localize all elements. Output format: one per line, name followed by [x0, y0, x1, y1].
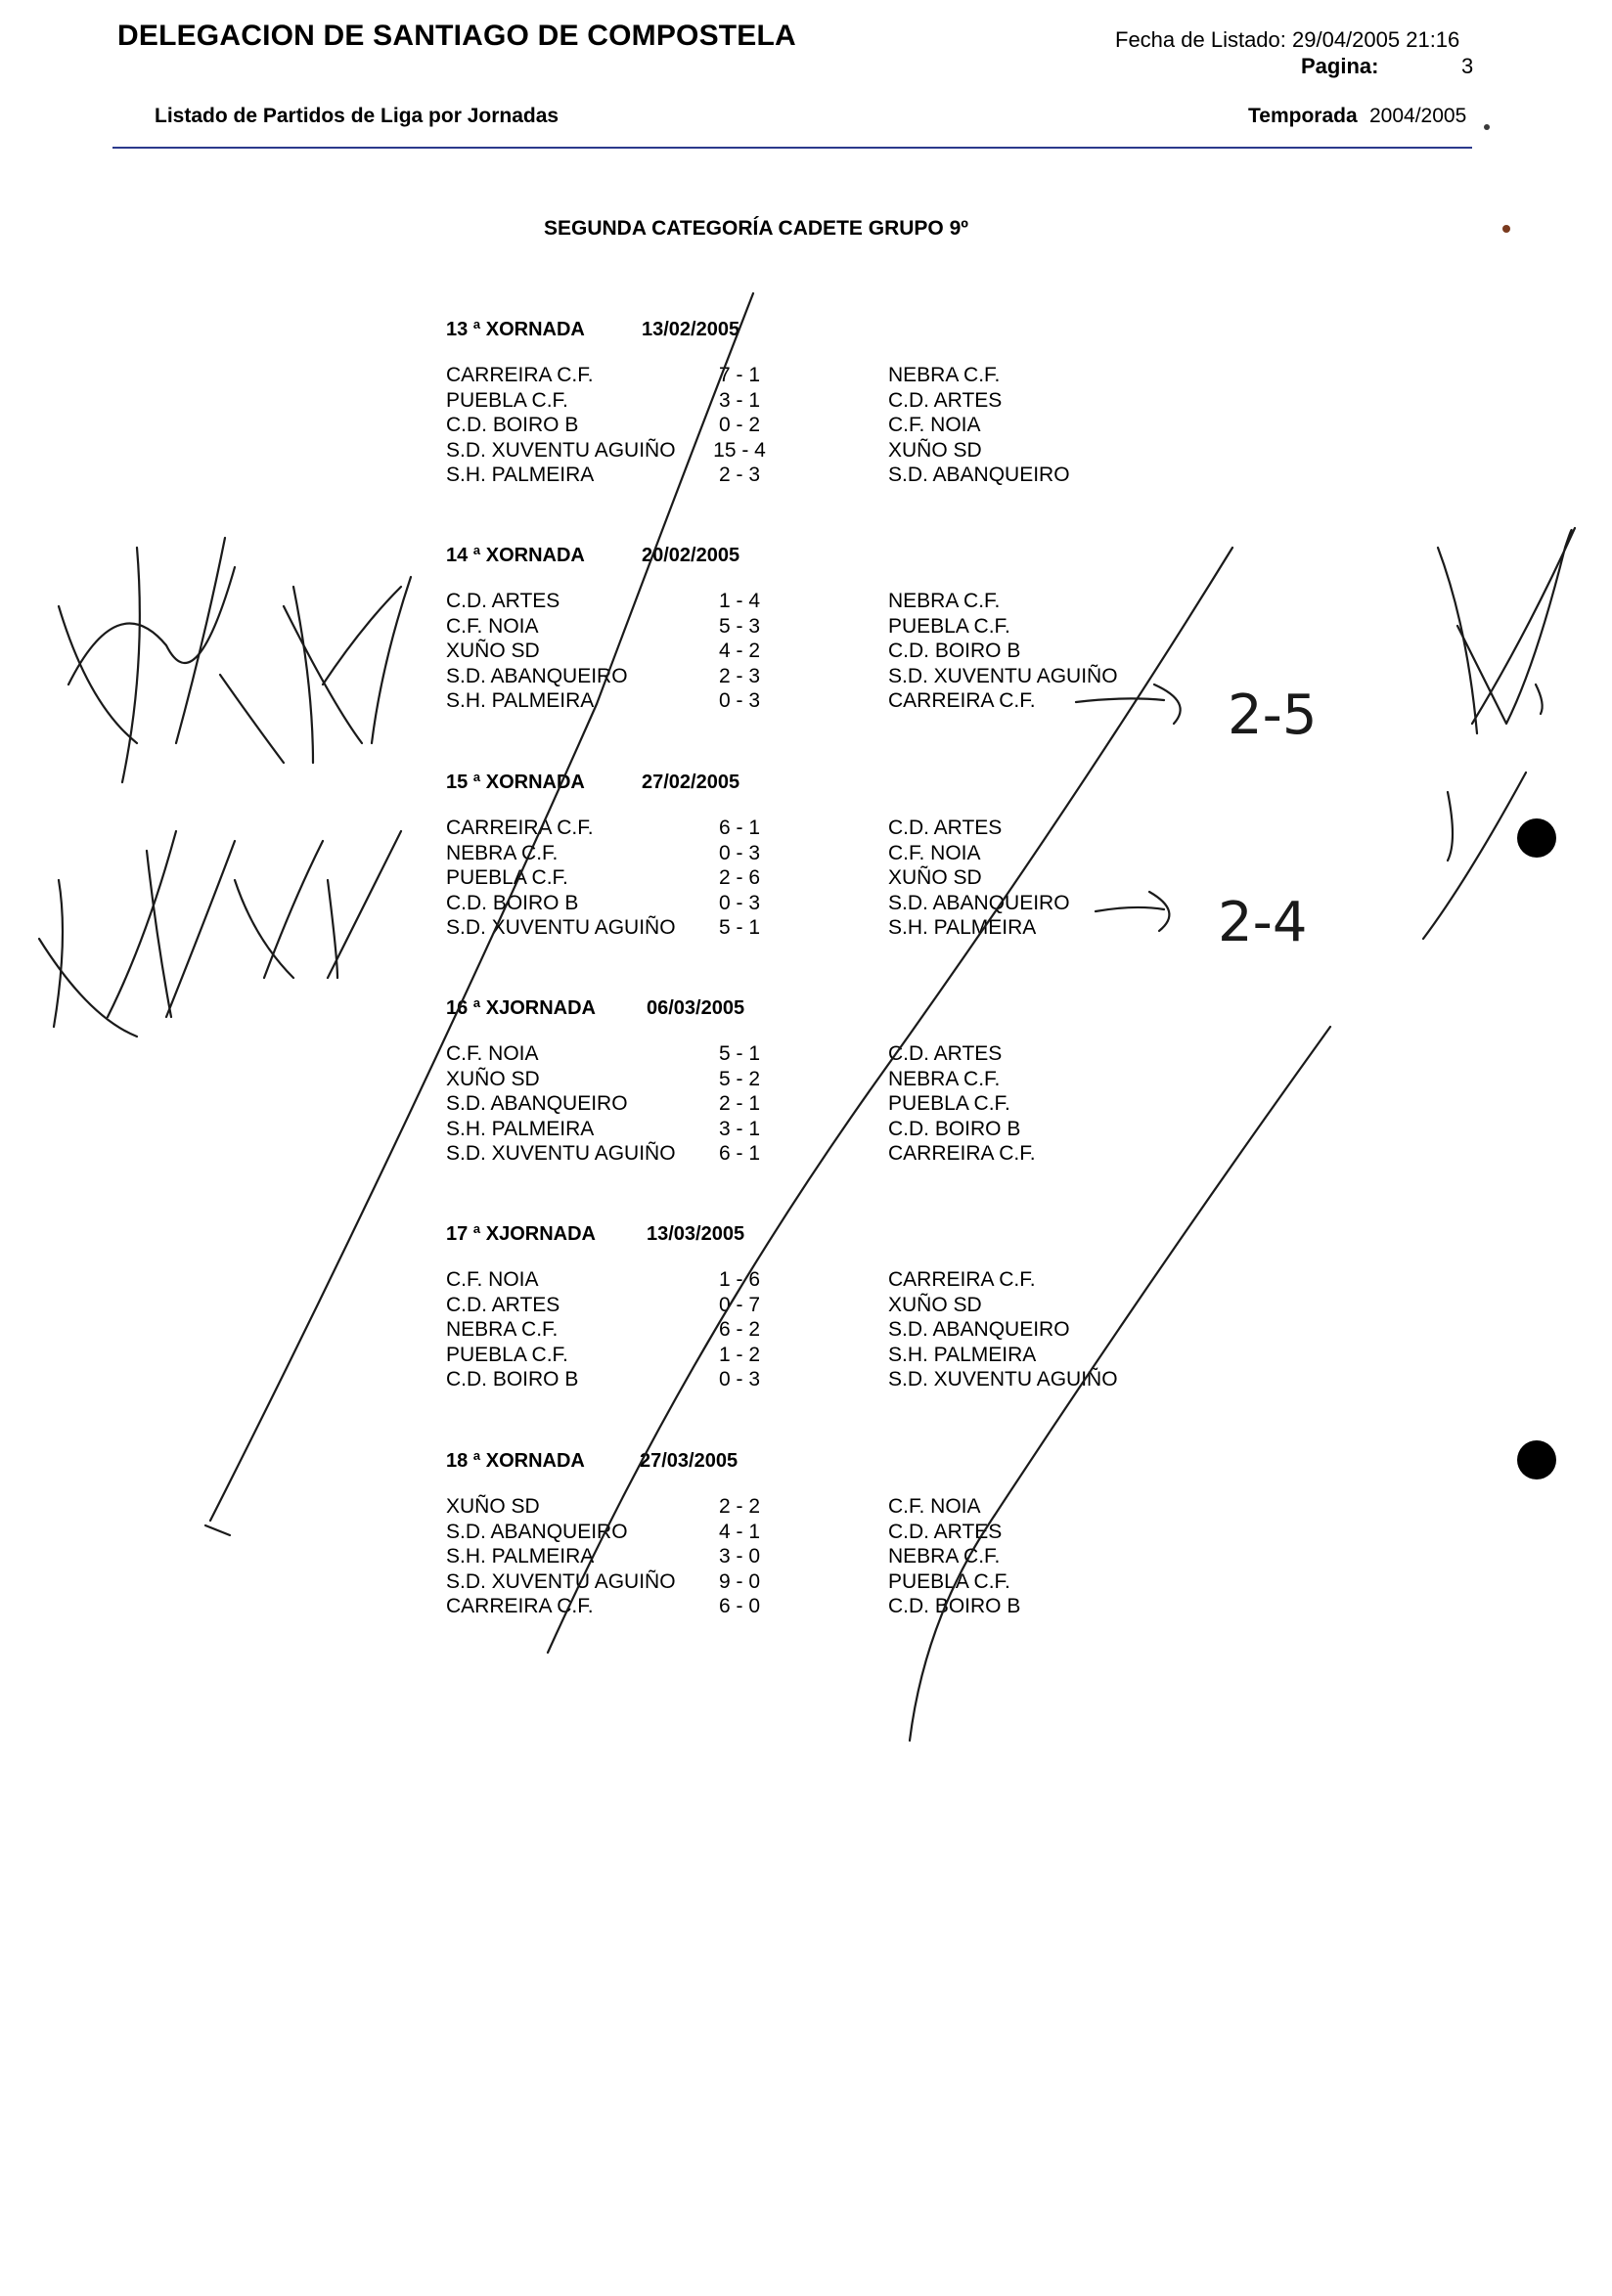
match-score: 2 - 3: [718, 464, 761, 486]
home-team: S.H. PALMEIRA: [446, 464, 595, 486]
match-row: [446, 464, 1131, 489]
listing-date: Fecha de Listado: 29/04/2005 21:16: [1115, 27, 1460, 52]
home-team: XUÑO SD: [446, 640, 540, 662]
ink-speck: [1484, 124, 1490, 130]
pen-stroke: [59, 606, 137, 743]
pen-stroke: [68, 567, 235, 684]
away-team: NEBRA C.F.: [888, 590, 1001, 612]
match-score: 3 - 1: [718, 1117, 761, 1140]
match-row: [446, 1092, 1131, 1118]
match-row: [446, 1142, 1131, 1168]
match-score: 6 - 0: [718, 1595, 761, 1617]
match-row: [446, 1294, 1131, 1319]
match-row: [446, 439, 1131, 464]
away-team: C.D. BOIRO B: [888, 1117, 1021, 1140]
page-number: 3: [1461, 54, 1474, 78]
ink-speck: [1502, 225, 1510, 233]
match-row: [446, 1118, 1131, 1143]
away-team: NEBRA C.F.: [888, 364, 1001, 386]
match-row: [446, 817, 1131, 842]
round-18: [446, 1450, 1131, 1620]
match-score: 1 - 2: [718, 1343, 761, 1366]
away-team: S.H. PALMEIRA: [888, 1343, 1037, 1366]
away-team: CARREIRA C.F.: [888, 1268, 1036, 1291]
match-row: [446, 892, 1131, 917]
away-team: C.D. BOIRO B: [888, 1595, 1021, 1617]
home-team: NEBRA C.F.: [446, 1318, 559, 1341]
match-score: 0 - 7: [718, 1293, 761, 1316]
match-row: [446, 1042, 1131, 1068]
match-score: 5 - 2: [718, 1067, 761, 1090]
home-team: S.D. XUVENTU AGUIÑO: [446, 438, 676, 462]
match-row: [446, 364, 1131, 389]
round-15: [446, 772, 1131, 942]
match-row: [446, 1545, 1131, 1570]
home-team: CARREIRA C.F.: [446, 817, 594, 839]
round-header: [446, 1223, 1131, 1249]
punch-hole: [1517, 818, 1556, 858]
match-score: 5 - 1: [718, 1042, 761, 1065]
match-list: [446, 817, 1131, 942]
match-row: [446, 1318, 1131, 1344]
page-label: Pagina:: [1301, 54, 1379, 78]
home-team: C.D. BOIRO B: [446, 891, 579, 914]
round-14: [446, 545, 1131, 715]
away-team: XUÑO SD: [888, 438, 982, 462]
pen-stroke: [1457, 530, 1572, 724]
match-score: 0 - 2: [718, 414, 761, 436]
match-row: [446, 640, 1131, 665]
pen-stroke: [284, 606, 362, 743]
home-team: C.F. NOIA: [446, 1042, 539, 1065]
home-team: C.F. NOIA: [446, 1268, 539, 1291]
home-team: C.D. ARTES: [446, 1293, 560, 1316]
match-row: [446, 1595, 1131, 1620]
pen-stroke: [328, 831, 401, 978]
pen-stroke: [205, 1525, 230, 1535]
round-date: 13/02/2005: [642, 319, 740, 340]
match-score: 3 - 1: [718, 388, 761, 412]
pen-stroke: [328, 880, 337, 978]
match-row: [446, 1344, 1131, 1369]
match-row: [446, 689, 1131, 715]
away-team: PUEBLA C.F.: [888, 614, 1010, 638]
home-team: C.F. NOIA: [446, 614, 539, 638]
match-row: [446, 590, 1131, 615]
pen-stroke: [39, 939, 137, 1037]
document-title: DELEGACION DE SANTIAGO DE COMPOSTELA: [117, 20, 796, 52]
away-team: NEBRA C.F.: [888, 1545, 1001, 1567]
match-score: 4 - 2: [718, 640, 761, 662]
away-team: S.D. ABANQUEIRO: [888, 464, 1070, 486]
match-score: 2 - 3: [718, 664, 761, 687]
round-name: 13 ª XORNADA: [446, 319, 585, 340]
away-team: NEBRA C.F.: [888, 1067, 1001, 1090]
match-row: [446, 665, 1131, 690]
pen-stroke: [54, 880, 63, 1027]
pen-stroke: [264, 841, 323, 978]
round-date: 06/03/2005: [647, 997, 745, 1019]
season-label: Temporada: [1248, 105, 1358, 127]
pen-stroke: [1438, 548, 1477, 733]
away-team: C.F. NOIA: [888, 841, 981, 864]
away-team: PUEBLA C.F.: [888, 1569, 1010, 1593]
home-team: C.D. BOIRO B: [446, 414, 579, 436]
pen-stroke: [147, 851, 171, 1017]
match-score: 1 - 4: [718, 590, 761, 612]
pen-stroke: [108, 831, 176, 1017]
home-team: PUEBLA C.F.: [446, 1343, 568, 1366]
home-team: XUÑO SD: [446, 1067, 540, 1090]
match-score: 3 - 0: [718, 1545, 761, 1567]
arrow-stroke: [1149, 892, 1169, 931]
away-team: S.D. ABANQUEIRO: [888, 891, 1070, 914]
pen-stroke: [323, 587, 401, 684]
away-team: C.D. ARTES: [888, 1520, 1003, 1543]
away-team: C.D. ARTES: [888, 817, 1003, 839]
match-list: [446, 1268, 1131, 1393]
round-date: 20/02/2005: [642, 545, 740, 566]
home-team: S.H. PALMEIRA: [446, 1545, 595, 1567]
home-team: CARREIRA C.F.: [446, 1595, 594, 1617]
match-score: 9 - 0: [718, 1569, 761, 1593]
match-score: 2 - 6: [718, 866, 761, 889]
header-divider: [112, 147, 1472, 149]
home-team: PUEBLA C.F.: [446, 866, 568, 889]
round-header: [446, 772, 1131, 797]
home-team: C.D. BOIRO B: [446, 1368, 579, 1391]
away-team: XUÑO SD: [888, 866, 982, 889]
round-header: [446, 319, 1131, 344]
match-score: 15 - 4: [713, 438, 766, 462]
home-team: XUÑO SD: [446, 1495, 540, 1518]
match-score: 7 - 1: [718, 364, 761, 386]
match-list: [446, 590, 1131, 715]
pen-stroke: [235, 880, 293, 978]
round-header: [446, 545, 1131, 570]
match-row: [446, 615, 1131, 640]
match-row: [446, 1495, 1131, 1521]
match-row: [446, 916, 1131, 942]
pen-stroke: [176, 538, 225, 743]
home-team: S.D. XUVENTU AGUIÑO: [446, 916, 676, 939]
round-17: [446, 1223, 1131, 1393]
away-team: S.D. ABANQUEIRO: [888, 1318, 1070, 1341]
match-score: 6 - 1: [718, 1142, 761, 1165]
match-row: [446, 866, 1131, 892]
round-name: 16 ª XJORNADA: [446, 997, 596, 1019]
home-team: S.D. ABANQUEIRO: [446, 1092, 628, 1115]
away-team: C.D. ARTES: [888, 388, 1003, 412]
pen-stroke: [293, 587, 313, 763]
match-score: 6 - 1: [718, 817, 761, 839]
match-score: 0 - 3: [718, 689, 761, 712]
match-list: [446, 1042, 1131, 1168]
away-team: XUÑO SD: [888, 1293, 982, 1316]
pen-stroke: [166, 841, 235, 1017]
away-team: C.F. NOIA: [888, 1495, 981, 1518]
match-row: [446, 1368, 1131, 1393]
match-row: [446, 389, 1131, 415]
home-team: S.H. PALMEIRA: [446, 689, 595, 712]
match-score: 4 - 1: [718, 1520, 761, 1543]
home-team: S.D. XUVENTU AGUIÑO: [446, 1142, 676, 1165]
away-team: PUEBLA C.F.: [888, 1092, 1010, 1115]
round-name: 15 ª XORNADA: [446, 772, 585, 793]
home-team: S.D. ABANQUEIRO: [446, 664, 628, 687]
pen-stroke: [1423, 773, 1526, 939]
correction-score: 2-5: [1228, 684, 1318, 747]
round-16: [446, 997, 1131, 1168]
match-list: [446, 364, 1131, 489]
pen-stroke: [1448, 792, 1453, 861]
away-team: S.D. XUVENTU AGUIÑO: [888, 1368, 1118, 1391]
correction-score: 2-4: [1218, 891, 1308, 954]
arrow-stroke: [1154, 684, 1181, 724]
match-row: [446, 414, 1131, 439]
match-score: 0 - 3: [718, 841, 761, 864]
match-score: 2 - 2: [718, 1495, 761, 1518]
pen-stroke: [220, 675, 284, 763]
match-score: 0 - 3: [718, 1368, 761, 1391]
pen-stroke: [1472, 528, 1575, 724]
home-team: NEBRA C.F.: [446, 841, 559, 864]
match-row: [446, 1570, 1131, 1596]
match-row: [446, 1068, 1131, 1093]
away-team: CARREIRA C.F.: [888, 689, 1036, 712]
round-name: 17 ª XJORNADA: [446, 1223, 596, 1245]
match-score: 6 - 2: [718, 1318, 761, 1341]
round-13: [446, 319, 1131, 489]
away-team: S.H. PALMEIRA: [888, 916, 1037, 939]
match-score: 5 - 1: [718, 916, 761, 939]
home-team: S.D. ABANQUEIRO: [446, 1520, 628, 1543]
home-team: PUEBLA C.F.: [446, 388, 568, 412]
match-row: [446, 1521, 1131, 1546]
match-row: [446, 1268, 1131, 1294]
home-team: S.H. PALMEIRA: [446, 1117, 595, 1140]
home-team: S.D. XUVENTU AGUIÑO: [446, 1569, 676, 1593]
pen-stroke: [122, 548, 140, 782]
season-value: 2004/2005: [1369, 105, 1467, 127]
listing-subtitle: Listado de Partidos de Liga por Jornadas: [155, 105, 560, 127]
round-date: 13/03/2005: [647, 1223, 745, 1245]
match-score: 5 - 3: [718, 614, 761, 638]
round-name: 18 ª XORNADA: [446, 1450, 585, 1472]
round-date: 27/02/2005: [642, 772, 740, 793]
away-team: C.F. NOIA: [888, 414, 981, 436]
punch-hole: [1517, 1440, 1556, 1479]
round-header: [446, 1450, 1131, 1476]
match-list: [446, 1495, 1131, 1620]
away-team: C.D. ARTES: [888, 1042, 1003, 1065]
category-title: SEGUNDA CATEGORÍA CADETE GRUPO 9º: [544, 217, 968, 240]
round-header: [446, 997, 1131, 1023]
match-score: 0 - 3: [718, 891, 761, 914]
away-team: C.D. BOIRO B: [888, 640, 1021, 662]
round-date: 27/03/2005: [640, 1450, 739, 1472]
match-score: 1 - 6: [718, 1268, 761, 1291]
home-team: C.D. ARTES: [446, 590, 560, 612]
home-team: CARREIRA C.F.: [446, 364, 594, 386]
match-row: [446, 842, 1131, 867]
match-score: 2 - 1: [718, 1092, 761, 1115]
pen-stroke: [372, 577, 411, 743]
away-team: CARREIRA C.F.: [888, 1142, 1036, 1165]
pen-stroke: [1536, 684, 1543, 714]
away-team: S.D. XUVENTU AGUIÑO: [888, 664, 1118, 687]
round-name: 14 ª XORNADA: [446, 545, 585, 566]
